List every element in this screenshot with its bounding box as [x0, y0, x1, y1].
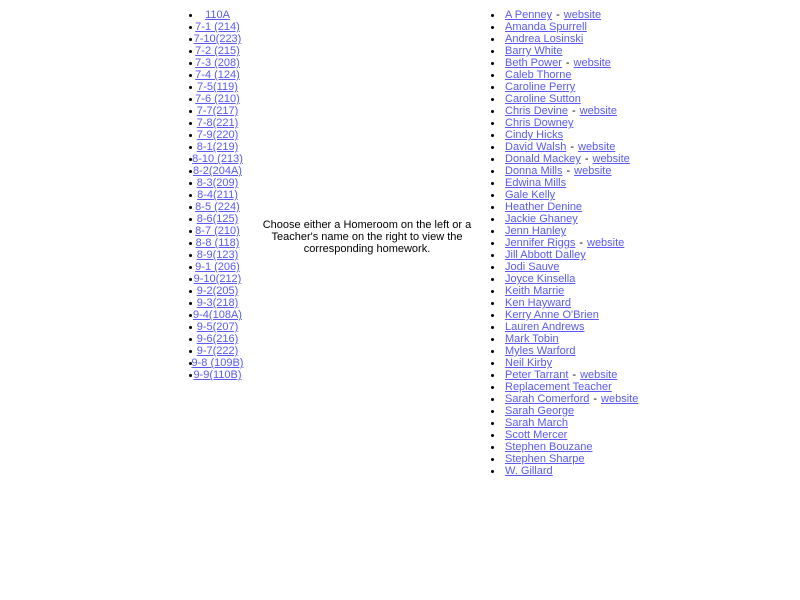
homeroom-list-item [170, 297, 265, 309]
teacher-website-link[interactable]: website [563, 9, 602, 21]
teacher-list-item [490, 129, 750, 141]
teacher-link[interactable]: Jill Abbott Dalley [505, 249, 586, 261]
teacher-link[interactable]: Heather Denine [505, 201, 583, 213]
teacher-list-item [490, 69, 750, 81]
teacher-link[interactable]: Kerry Anne O'Brien [505, 309, 599, 321]
teacher-list-item [490, 429, 750, 441]
teacher-list-item [490, 405, 750, 417]
teacher-list-item [490, 465, 750, 477]
teacher-link[interactable]: Keith Marrie [505, 285, 565, 297]
teacher-list-item [490, 81, 750, 93]
teacher-website-link[interactable]: website [580, 369, 618, 381]
teacher-link[interactable]: Scott Mercer [505, 429, 568, 441]
homeroom-link[interactable]: 110A [205, 9, 230, 21]
homeroom-link[interactable]: 7-4 (124) [195, 69, 240, 81]
homeroom-link[interactable]: 7-1 (214) [195, 21, 240, 33]
teacher-link[interactable]: Caroline Sutton [505, 93, 581, 105]
homeroom-link[interactable]: 9-5(207) [196, 321, 239, 333]
homeroom-link[interactable]: 9-2(205) [196, 285, 239, 297]
homeroom-list-item [170, 9, 265, 21]
homeroom-list-item [170, 333, 265, 345]
teacher-link[interactable]: Andrea Losinski [505, 33, 584, 45]
teacher-website-link[interactable]: website [592, 153, 630, 165]
homeroom-list-item [170, 57, 265, 69]
homeroom-link[interactable]: 7-6 (210) [195, 93, 240, 105]
separator: - [584, 153, 589, 165]
teacher-list-item [490, 369, 750, 381]
teacher-list [490, 9, 750, 477]
homeroom-link[interactable]: 8-3(209) [196, 177, 239, 189]
teacher-link[interactable]: Sarah Comerford [505, 393, 590, 405]
teacher-link[interactable]: Gale Kelly [505, 189, 556, 201]
teacher-list-item [490, 225, 750, 237]
teacher-list-item [490, 117, 750, 129]
teacher-link[interactable]: Jackie Ghaney [505, 213, 578, 225]
separator: - [565, 57, 570, 69]
homeroom-list-item [170, 273, 265, 285]
homeroom-list-item [170, 141, 265, 153]
homeroom-list-item [170, 357, 265, 369]
teacher-list-item [490, 441, 750, 453]
teacher-list-item [490, 393, 750, 405]
instructions-text: Choose either a Homeroom on the left or a Teacher's name on the right to view the corresponding homework. [262, 219, 472, 255]
homeroom-link[interactable]: 9-3(218) [196, 297, 239, 309]
homeroom-link[interactable]: 8-7 (210) [195, 225, 240, 237]
homeroom-list [170, 9, 265, 381]
teacher-link[interactable]: Amanda Spurrell [505, 21, 587, 33]
teacher-link[interactable]: Caleb Thorne [505, 69, 572, 81]
homeroom-link[interactable]: 9-8 (109B) [191, 357, 244, 369]
homeroom-link[interactable]: 8-8 (118) [195, 237, 240, 249]
teacher-list-item [490, 33, 750, 45]
teacher-link[interactable]: Barry White [505, 45, 563, 57]
homeroom-list-item [170, 165, 265, 177]
teacher-list-item [490, 189, 750, 201]
homeroom-link[interactable]: 7-3 (208) [195, 57, 240, 69]
teacher-link[interactable]: Sarah March [505, 417, 568, 429]
teacher-link[interactable]: Chris Devine [505, 105, 568, 117]
homeroom-list-item [170, 177, 265, 189]
teacher-list-item [490, 273, 750, 285]
teacher-link[interactable]: Myles Warford [505, 345, 576, 357]
homeroom-list-item [170, 261, 265, 273]
teacher-link[interactable]: Beth Power [505, 57, 562, 69]
homeroom-link[interactable]: 8-1(219) [196, 141, 239, 153]
separator: - [570, 141, 575, 153]
teacher-link[interactable]: Jenn Hanley [505, 225, 567, 237]
homeroom-link[interactable]: 7-7(217) [196, 105, 239, 117]
homeroom-list-item [170, 189, 265, 201]
teacher-list-item [490, 105, 750, 117]
teacher-list-item [490, 333, 750, 345]
teacher-list-item [490, 177, 750, 189]
homeroom-link[interactable]: 8-9(123) [196, 249, 239, 261]
homeroom-link[interactable]: 8-5 (224) [195, 201, 240, 213]
homeroom-link[interactable]: 9-6(216) [196, 333, 239, 345]
teacher-website-link[interactable]: website [578, 141, 616, 153]
teacher-website-link[interactable]: website [579, 105, 617, 117]
teacher-link[interactable]: Joyce Kinsella [505, 273, 576, 285]
teacher-list-item [490, 153, 750, 165]
teacher-link[interactable]: Ken Hayward [505, 297, 572, 309]
teacher-link[interactable]: W. Gillard [505, 465, 553, 477]
teacher-list-item [490, 309, 750, 321]
teacher-list-item [490, 381, 750, 393]
teacher-link[interactable]: Donald Mackey [505, 153, 581, 165]
teacher-list-item [490, 93, 750, 105]
homeroom-list-item [170, 69, 265, 81]
homeroom-list-item [170, 105, 265, 117]
teacher-list-item [490, 285, 750, 297]
homeroom-list-item [170, 201, 265, 213]
teacher-link[interactable]: Caroline Perry [505, 81, 576, 93]
teacher-link[interactable]: David Walsh [505, 141, 567, 153]
homeroom-list-item [170, 309, 265, 321]
teacher-list-item [490, 321, 750, 333]
homeroom-list-item [170, 285, 265, 297]
teacher-list-item [490, 417, 750, 429]
teacher-link[interactable]: Jennifer Riggs [505, 237, 576, 249]
homeroom-list-item [170, 213, 265, 225]
homeroom-list-item [170, 45, 265, 57]
separator: - [566, 165, 571, 177]
homeroom-list-item [170, 117, 265, 129]
homeroom-list-item [170, 249, 265, 261]
homeroom-list-item [170, 321, 265, 333]
homeroom-link[interactable]: 7-2 (215) [195, 45, 240, 57]
homeroom-link[interactable]: 7-5(119) [197, 81, 238, 93]
teacher-link[interactable]: Stephen Sharpe [505, 453, 585, 465]
homeroom-list-item [170, 93, 265, 105]
homeroom-list-item [170, 237, 265, 249]
homeroom-link[interactable]: 8-4(211) [197, 189, 238, 201]
homeroom-link[interactable]: 9-4(108A) [193, 309, 242, 321]
separator: - [579, 237, 583, 249]
homeroom-list-item [170, 369, 265, 381]
teacher-list-item [490, 261, 750, 273]
teacher-link[interactable]: Peter Tarrant [505, 369, 569, 381]
teacher-link[interactable]: Stephen Bouzane [505, 441, 593, 453]
teacher-list-item [490, 249, 750, 261]
separator: - [571, 105, 576, 117]
homeroom-link[interactable]: 7-9(220) [196, 129, 239, 141]
teacher-list-item [490, 9, 750, 21]
homeroom-link[interactable]: 7-10(223) [193, 33, 242, 45]
separator: - [593, 393, 598, 405]
teacher-link[interactable]: Mark Tobin [505, 333, 559, 345]
homeroom-link[interactable]: 9-10(212) [193, 273, 242, 285]
teacher-list-item [490, 165, 750, 177]
teacher-website-link[interactable]: website [574, 165, 612, 177]
teacher-list-item [490, 213, 750, 225]
teacher-list-item [490, 297, 750, 309]
teacher-list-item [490, 201, 750, 213]
teacher-list-item [490, 141, 750, 153]
teacher-link[interactable]: Edwina Mills [505, 177, 567, 189]
homeroom-list-item [170, 81, 265, 93]
homeroom-list-item [170, 33, 265, 45]
teacher-link[interactable]: Cindy Hicks [505, 129, 564, 141]
teacher-link[interactable]: A Penney [505, 9, 553, 21]
teacher-link[interactable]: Lauren Andrews [505, 321, 585, 333]
separator: - [572, 369, 577, 381]
teacher-website-link[interactable]: website [573, 57, 611, 69]
homeroom-link[interactable]: 9-7(222) [196, 345, 239, 357]
teacher-website-link[interactable]: website [587, 237, 625, 249]
teacher-website-link[interactable]: website [601, 393, 639, 405]
teacher-link[interactable]: Replacement Teacher [505, 381, 612, 393]
teacher-link[interactable]: Chris Downey [505, 117, 574, 129]
homeroom-link[interactable]: 8-10 (213) [192, 153, 243, 165]
teacher-link[interactable]: Jodi Sauve [505, 261, 560, 273]
homeroom-link[interactable]: 7-8(221) [196, 117, 239, 129]
teacher-link[interactable]: Donna Mills [505, 165, 563, 177]
homeroom-list-item [170, 345, 265, 357]
teacher-list-item [490, 57, 750, 69]
teacher-list-item [490, 345, 750, 357]
teacher-link[interactable]: Sarah George [505, 405, 575, 417]
teacher-list-item [490, 453, 750, 465]
homeroom-link[interactable]: 9-1 (206) [195, 261, 240, 273]
separator: - [556, 9, 560, 21]
homeroom-link[interactable]: 9-9(110B) [193, 369, 242, 381]
teacher-list-item [490, 45, 750, 57]
homeroom-link[interactable]: 8-6(125) [196, 213, 239, 225]
teacher-list-item [490, 21, 750, 33]
homeroom-list-item [170, 153, 265, 165]
teacher-link[interactable]: Neil Kirby [505, 357, 553, 369]
homeroom-link[interactable]: 8-2(204A) [193, 165, 242, 177]
teacher-list-item [490, 237, 750, 249]
homeroom-list-item [170, 129, 265, 141]
teacher-list-item [490, 357, 750, 369]
homeroom-list-item [170, 21, 265, 33]
homeroom-list-item [170, 225, 265, 237]
